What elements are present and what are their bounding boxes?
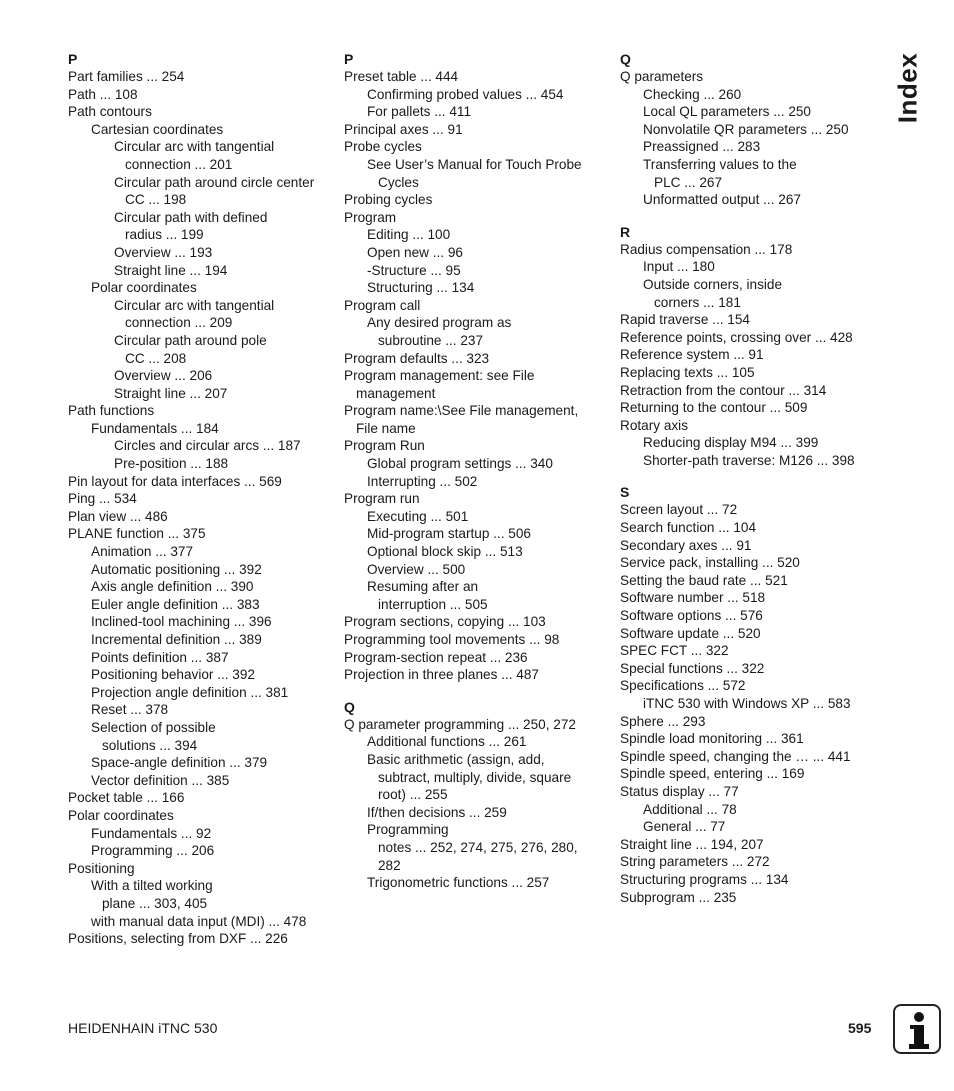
index-entry: Program management: see File <box>344 368 535 384</box>
index-subentry: Cartesian coordinates <box>91 121 224 137</box>
index-subentry: Preassigned ... 283 <box>643 139 761 155</box>
index-entry: Search function ... 104 <box>620 520 757 536</box>
index-entry: Polar coordinates <box>68 807 174 823</box>
section-letter-p: P <box>68 51 78 67</box>
index-entry: Path contours <box>68 104 152 120</box>
index-continuation: CC ... 198 <box>125 192 187 208</box>
index-subentry: Positioning behavior ... 392 <box>91 667 255 683</box>
index-subentry: Additional ... 78 <box>643 801 737 817</box>
index-entry: Replacing texts ... 105 <box>620 364 755 380</box>
index-continuation: corners ... 181 <box>654 294 741 310</box>
index-entry: Rotary axis <box>620 417 688 433</box>
index-subsubentry: Circular path around circle center <box>114 174 315 190</box>
index-subsubentry: Circular path with defined <box>114 209 268 225</box>
index-subsubentry: Pre-position ... 188 <box>114 456 229 472</box>
footer-product-name: HEIDENHAIN iTNC 530 <box>68 1020 218 1036</box>
page-number: 595 <box>848 1020 872 1036</box>
index-entry: Pocket table ... 166 <box>68 790 185 806</box>
index-entry: Program defaults ... 323 <box>344 350 490 366</box>
index-entry: Probing cycles <box>344 192 433 208</box>
index-entry: Probe cycles <box>344 139 422 155</box>
index-continuation: management <box>356 385 436 401</box>
index-entry: Special functions ... 322 <box>620 660 765 676</box>
index-entry: Path functions <box>68 403 155 419</box>
index-subentry: Polar coordinates <box>91 280 197 296</box>
index-entry: Programming tool movements ... 98 <box>344 632 560 647</box>
index-continuation: interruption ... 505 <box>378 596 488 612</box>
index-subentry: Editing ... 100 <box>367 227 451 243</box>
index-subentry: Incremental definition ... 389 <box>91 632 262 647</box>
index-subentry: Selection of possible <box>91 719 216 735</box>
index-entry: Software number ... 518 <box>620 590 766 606</box>
index-column-3 <box>620 50 900 906</box>
index-entry: Program call <box>344 297 421 313</box>
index-entry: String parameters ... 272 <box>620 854 770 870</box>
index-subentry: Axis angle definition ... 390 <box>91 579 254 595</box>
index-entry: Structuring programs ... 134 <box>620 871 789 887</box>
index-entry: Preset table ... 444 <box>344 69 459 84</box>
index-continuation: connection ... 201 <box>125 156 233 172</box>
index-subentry: Fundamentals ... 92 <box>91 825 212 841</box>
index-entry: Program <box>344 209 397 225</box>
index-subsubentry: Overview ... 193 <box>114 244 213 260</box>
section-letter-q: Q <box>620 51 631 67</box>
index-subentry: Open new ... 96 <box>367 244 463 260</box>
index-entry: Spindle speed, entering ... 169 <box>620 766 805 782</box>
index-subentry: Space-angle definition ... 379 <box>91 755 268 771</box>
index-entry: Specifications ... 572 <box>620 678 746 694</box>
index-continuation: File name <box>356 420 416 436</box>
index-subentry: Reset ... 378 <box>91 702 169 718</box>
index-subentry: Local QL parameters ... 250 <box>643 104 811 120</box>
index-entry: Ping ... 534 <box>68 491 137 507</box>
index-entry: Service pack, installing ... 520 <box>620 555 800 571</box>
index-entry: Reference system ... 91 <box>620 347 764 363</box>
index-subentry: Confirming probed values ... 454 <box>367 86 564 102</box>
index-entry: Positioning <box>68 860 135 876</box>
index-subsubentry: Straight line ... 194 <box>114 262 228 278</box>
index-subentry: Projection angle definition ... 381 <box>91 684 289 700</box>
index-subentry: Any desired program as <box>367 315 512 331</box>
section-letter-r: R <box>620 223 631 240</box>
index-subsubentry: Overview ... 206 <box>114 368 213 384</box>
index-entry: Plan view ... 486 <box>68 508 168 524</box>
index-entry: Program run <box>344 491 420 507</box>
index-subentry: Animation ... 377 <box>91 544 194 560</box>
index-subentry: Global program settings ... 340 <box>367 456 553 472</box>
index-entry: Part families ... 254 <box>68 69 185 84</box>
index-column-2 <box>344 50 612 892</box>
index-subentry: Inclined-tool machining ... 396 <box>91 614 272 630</box>
side-title-text: Index <box>892 52 923 124</box>
index-continuation: Cycles <box>378 174 419 190</box>
index-continuation: connection ... 209 <box>125 315 233 331</box>
section-letter-s: S <box>620 484 630 501</box>
index-entry: Subprogram ... 235 <box>620 889 737 905</box>
index-subentry: Shorter-path traverse: M126 ... 398 <box>643 452 855 468</box>
index-continuation: subroutine ... 237 <box>378 332 484 348</box>
index-subentry: Resuming after an <box>367 579 479 595</box>
index-subsubentry: Circular path around pole <box>114 332 267 348</box>
index-subentry: Vector definition ... 385 <box>91 772 230 788</box>
index-entry: Reference points, crossing over ... 428 <box>620 329 853 345</box>
index-subentry: iTNC 530 with Windows XP ... 583 <box>643 696 851 711</box>
index-entry: Program Run <box>344 438 425 454</box>
index-subentry: Programming ... 206 <box>91 843 215 859</box>
index-entry: Radius compensation ... 178 <box>620 241 793 257</box>
index-subentry: If/then decisions ... 259 <box>367 804 507 820</box>
index-entry: Positions, selecting from DXF ... 226 <box>68 931 288 947</box>
index-entry: Setting the baud rate ... 521 <box>620 572 788 588</box>
index-subentry: Automatic positioning ... 392 <box>91 561 262 577</box>
index-subentry: Executing ... 501 <box>367 508 469 524</box>
index-entry: Program-section repeat ... 236 <box>344 649 528 665</box>
index-subentry: Structuring ... 134 <box>367 280 475 296</box>
index-entry: Q parameter programming ... 250, 272 <box>344 716 576 732</box>
index-subentry: See User’s Manual for Touch Probe <box>367 156 582 172</box>
index-subsubentry: Straight line ... 207 <box>114 385 228 401</box>
index-subentry: Optional block skip ... 513 <box>367 544 523 560</box>
index-entry: Screen layout ... 72 <box>620 502 738 518</box>
index-continuation: solutions ... 394 <box>102 737 198 753</box>
index-subsubentry: Circular arc with tangential <box>114 297 275 313</box>
index-entry: Status display ... 77 <box>620 783 739 799</box>
index-subentry: Trigonometric functions ... 257 <box>367 875 550 891</box>
section-letter-q: Q <box>344 698 355 715</box>
index-subentry: Additional functions ... 261 <box>367 734 527 750</box>
index-entry: Path ... 108 <box>68 86 138 102</box>
index-column-1 <box>68 50 336 948</box>
index-entry: Software update ... 520 <box>620 625 761 641</box>
index-entry: Rapid traverse ... 154 <box>620 312 750 328</box>
info-icon <box>893 1004 941 1054</box>
index-continuation: subtract, multiply, divide, square <box>378 769 572 785</box>
index-entry: Retraction from the contour ... 314 <box>620 382 827 398</box>
index-entry: Principal axes ... 91 <box>344 121 463 137</box>
index-subentry: Programming <box>367 822 449 838</box>
index-subentry: General ... 77 <box>643 819 726 835</box>
index-entry: Spindle load monitoring ... 361 <box>620 731 804 747</box>
index-entry: Software options ... 576 <box>620 608 763 624</box>
index-subentry: -Structure ... 95 <box>367 262 461 278</box>
index-entry: Pin layout for data interfaces ... 569 <box>68 473 282 489</box>
index-subsubentry: Circular arc with tangential <box>114 139 275 155</box>
index-continuation: CC ... 208 <box>125 350 187 366</box>
index-entry: Q parameters <box>620 69 704 84</box>
index-subentry: Basic arithmetic (assign, add, <box>367 751 545 767</box>
index-subentry: Unformatted output ... 267 <box>643 192 801 208</box>
index-subentry: Nonvolatile QR parameters ... 250 <box>643 121 849 137</box>
index-subentry: Reducing display M94 ... 399 <box>643 435 819 451</box>
index-entry: Straight line ... 194, 207 <box>620 836 764 852</box>
index-entry: PLANE function ... 375 <box>68 526 206 542</box>
index-subentry: Fundamentals ... 184 <box>91 420 219 436</box>
index-entry: Program sections, copying ... 103 <box>344 614 546 630</box>
index-continuation: 282 <box>378 857 401 873</box>
index-side-title <box>888 50 928 126</box>
index-continuation: notes ... 252, 274, 275, 276, 280, <box>378 839 578 855</box>
index-subentry: Outside corners, inside <box>643 276 783 292</box>
index-subsubentry: Circles and circular arcs ... 187 <box>114 438 301 454</box>
index-continuation: PLC ... 267 <box>654 174 723 190</box>
index-subentry: For pallets ... 411 <box>367 104 472 120</box>
index-entry: Returning to the contour ... 509 <box>620 400 808 416</box>
index-continuation: root) ... 255 <box>378 787 448 803</box>
index-subentry: Interrupting ... 502 <box>367 473 478 489</box>
index-subentry: Input ... 180 <box>643 259 715 275</box>
index-continuation: plane ... 303, 405 <box>102 895 208 911</box>
index-continuation: radius ... 199 <box>125 227 204 243</box>
index-subentry: with manual data input (MDI) ... 478 <box>91 913 307 929</box>
index-entry: Sphere ... 293 <box>620 713 706 729</box>
index-subentry: Overview ... 500 <box>367 561 466 577</box>
index-subentry: Mid-program startup ... 506 <box>367 526 531 542</box>
index-entry: Projection in three planes ... 487 <box>344 667 539 683</box>
index-subentry: Points definition ... 387 <box>91 649 229 665</box>
index-subentry: Checking ... 260 <box>643 86 742 102</box>
index-subentry: Transferring values to the <box>643 156 797 172</box>
index-subentry: Euler angle definition ... 383 <box>91 596 260 612</box>
index-entry: Secondary axes ... 91 <box>620 537 752 553</box>
index-subentry: With a tilted working <box>91 878 213 894</box>
section-letter-p: P <box>344 51 354 67</box>
index-entry: Program name:\See File management, <box>344 403 579 419</box>
index-entry: Spindle speed, changing the … ... 441 <box>620 748 851 764</box>
index-entry: SPEC FCT ... 322 <box>620 643 729 659</box>
